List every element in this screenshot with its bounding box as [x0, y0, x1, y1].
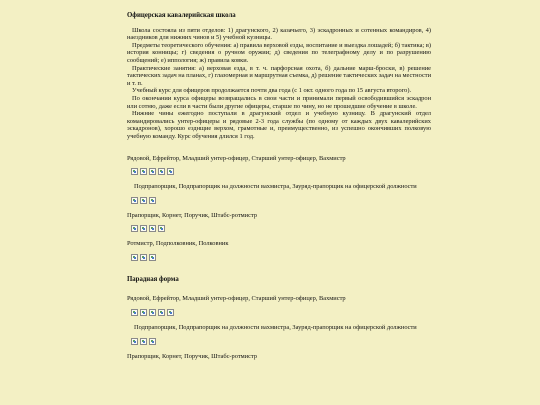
section-title: Парадная форма [127, 275, 179, 283]
broken-image-icon [149, 309, 156, 316]
paragraph: По окончании курса офицеры возвращались в свои части и принимали первый освободившийся эскадрон или сотню, даже если в части были другие офицеры, старше по чину, но не прошедшие обучение в школе. [127, 94, 431, 110]
broken-image-icon [140, 225, 147, 232]
rank-image-row [131, 167, 431, 176]
broken-image-icon [140, 168, 147, 175]
broken-image-icon [140, 197, 147, 204]
paragraph: Учебный курс для офицеров продолжается почти два года (с 1 окт. одного года по 15 августа второго). [132, 87, 412, 95]
rank-caption: Подпрапорщик, Подпрапорщик на должности вахмистра, Зауряд-прапорщик на офицерской должности [134, 183, 417, 191]
broken-image-icon [140, 309, 147, 316]
section-title: Офицерская кавалерийская школа [127, 12, 236, 19]
rank-image-row [131, 337, 431, 346]
paragraph: Школа состояла из пяти отделов: 1) драгунского, 2) казачьего, 3) эскадронных и сотенных командиров, 4) наездников для нижних чинов и 5) учебной кузницы. [127, 26, 431, 42]
broken-image-icon [149, 338, 156, 345]
rank-caption: Рядовой, Ефрейтор, Младший унтер-офицер, Старший унтер-офицер, Вахмистр [127, 154, 346, 162]
broken-image-icon [158, 309, 165, 316]
broken-image-icon [131, 309, 138, 316]
broken-image-icon [158, 225, 165, 232]
rank-caption: Прапорщик, Корнет, Поручик, Штабс-ротмистр [127, 352, 257, 360]
broken-image-icon [131, 254, 138, 261]
rank-caption: Рядовой, Ефрейтор, Младший унтер-офицер, Старший унтер-офицер, Вахмистр [127, 295, 346, 303]
paragraph: Предметы теоретического обучения: а) правила верховой езды, воспитание и выездка лошадей; б) тактика; в) история конницы; г) сведения о ручном оружии; д) сведения по телеграфному делу и по разрушению сообщений; е) иппология; ж) правила ковки. [127, 41, 431, 64]
rank-image-row [131, 224, 431, 233]
paragraph: Практические занятия: а) верховая езда, в т. ч. парфорсная охота, б) дальние марш-броски, в) решение тактических задач на планах, г) глазомерная и маршрутная съемка, д) решение тактических задач на местности и т. п. [127, 64, 431, 87]
broken-image-icon [167, 309, 174, 316]
broken-image-icon [149, 225, 156, 232]
rank-image-row [131, 196, 431, 205]
broken-image-icon [149, 254, 156, 261]
article [127, 0, 431, 360]
rank-caption: Прапорщик, Корнет, Поручик, Штабс-ротмистр [127, 211, 257, 219]
broken-image-icon [131, 168, 138, 175]
broken-image-icon [158, 168, 165, 175]
rank-image-row [131, 253, 431, 262]
broken-image-icon [149, 197, 156, 204]
broken-image-icon [149, 168, 156, 175]
broken-image-icon [140, 338, 147, 345]
paragraph: Нижние чины ежегодно поступали в драгунский отдел и учебную кузницу. В драгунский отдел командировались унтер-офицеры и рядовые 2-3 года службы (по одному от каждых двух кавалерийских эскадронов), хорошо езднщие верхом, грамотные и, преимущественно, из успешно окончивших полковую учебную команду. Курс обучения длился 1 год. [127, 110, 431, 140]
broken-image-icon [167, 168, 174, 175]
broken-image-icon [140, 254, 147, 261]
broken-image-icon [131, 338, 138, 345]
rank-caption: Ротмистр, Подполковник, Полковник [127, 240, 229, 248]
rank-image-row [131, 308, 431, 317]
rank-caption: Подпрапорщик, Подпрапорщик на должности вахмистра, Зауряд-прапорщик на офицерской должности [134, 324, 417, 332]
broken-image-icon [131, 225, 138, 232]
broken-image-icon [131, 197, 138, 204]
